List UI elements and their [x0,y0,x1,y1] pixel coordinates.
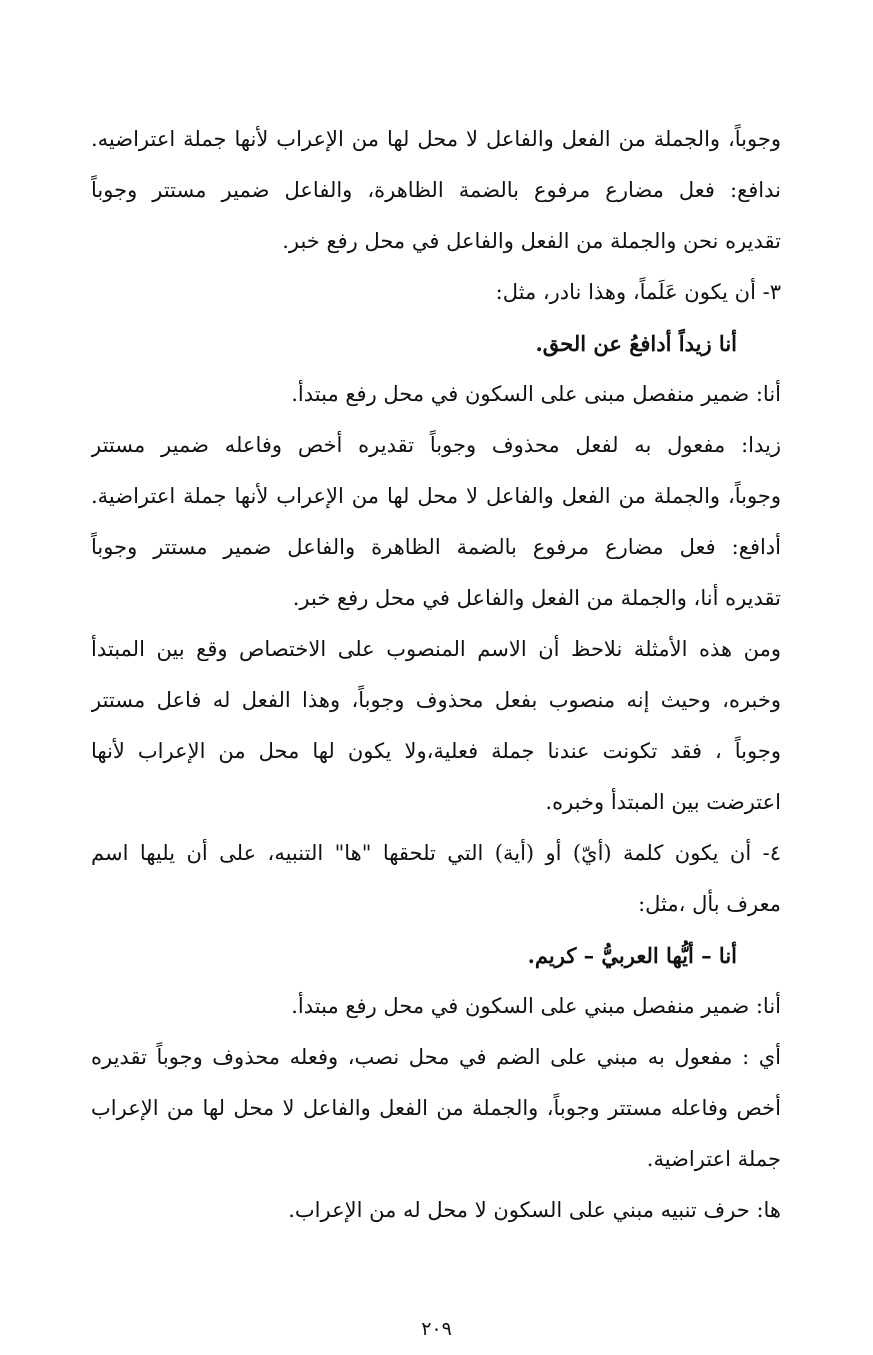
text-line: معرف بأل ،مثل: [638,892,781,916]
text-line: أي : مفعول به مبني على الضم في محل نصب، وفعله محذوف وجوباً تقديره [91,1045,781,1069]
text-line: اعترضت بين المبتدأ وخبره. [545,790,781,814]
text-line: أنا: ضمير منفصل مبني على السكون في محل رفع مبتدأ. [291,994,781,1018]
text-line: تقديره أنا، والجملة من الفعل والفاعل في محل رفع خبر. [292,586,781,610]
text-line: أنا: ضمير منفصل مبنى على السكون في محل رفع مبتدأ. [291,382,781,406]
text-line: زيدا: مفعول به لفعل محذوف وجوباً تقديره أخص وفاعله ضمير مستتر [91,433,781,457]
text-line: أخص وفاعله مستتر وجوباً، والجملة من الفعل والفاعل لا محل لها من الإعراب [91,1096,781,1120]
page-number: ٢٠٩ [421,1318,452,1340]
text-line: وجوباً ، فقد تكونت عندنا جملة فعلية،ولا يكون لها محل من الإعراب لأنها [91,739,781,763]
text-line: أدافع: فعل مضارع مرفوع بالضمة الظاهرة والفاعل ضمير مستتر وجوباً [91,535,781,559]
text-line: ندافع: فعل مضارع مرفوع بالضمة الظاهرة، والفاعل ضمير مستتر وجوباً [91,178,781,202]
example-sentence: أنا زيداً أدافعُ عن الحق. [535,331,737,356]
section-heading: ٣- أن يكون عَلَماً، وهذا نادر، مثل: [495,280,781,304]
text-line: جملة اعتراضية. [646,1147,781,1171]
example-sentence: أنا – أيُّها العربيُّ – كريم. [527,943,737,968]
text-line: ومن هذه الأمثلة نلاحظ أن الاسم المنصوب على الاختصاص وقع بين المبتدأ [91,637,781,661]
text-line: تقديره نحن والجملة من الفعل والفاعل في محل رفع خبر. [282,229,781,253]
page-body [91,114,781,1236]
text-line: وجوباً، والجملة من الفعل والفاعل لا محل لها من الإعراب لأنها جملة اعتراضيه. [91,127,781,151]
text-line: وجوباً، والجملة من الفعل والفاعل لا محل لها من الإعراب لأنها جملة اعتراضية. [91,484,781,508]
section-heading: ٤- أن يكون كلمة (أيّ) أو (أية) التي تلحقها "ها" التنبيه، على أن يليها اسم [91,841,781,865]
text-line: ها: حرف تنبيه مبني على السكون لا محل له من الإعراب. [288,1198,781,1222]
text-line: وخبره، وحيث إنه منصوب بفعل محذوف وجوباً، وهذا الفعل له فاعل مستتر [91,688,781,712]
